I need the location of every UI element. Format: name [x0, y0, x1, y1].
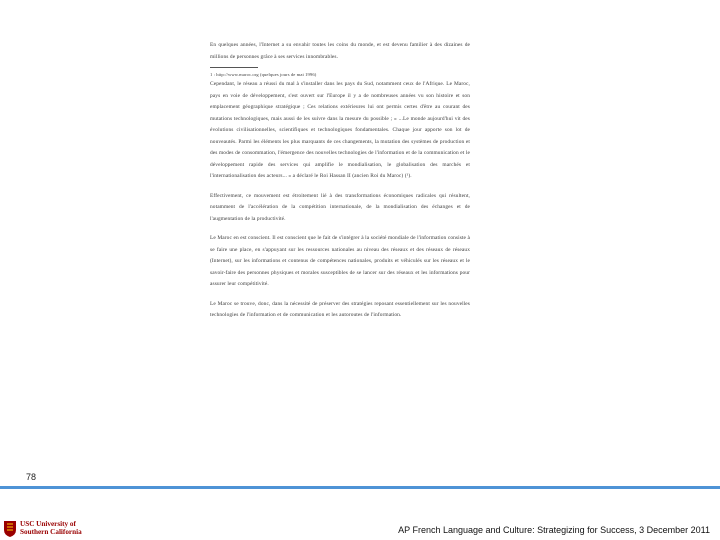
doc-paragraph-3: Effectivement, ce mouvement est étroitement lié à des transformations économiques radicales qui résultent, notamment de l'accélération de la compétition internationale, de la mondialisation des échanges et de l'augmentation de la productivité. [210, 192, 470, 222]
doc-paragraph-1: En quelques années, l'Internet a su envahir toutes les coins du monde, et est devenu familier à des dizaines de millions de personnes grâce à ses services innombrables. [210, 42, 470, 60]
doc-paragraph-2: Cependant, le réseau a réussi du mal à s'installer dans les pays du Sud, notamment ceux de l'Afrique. Le Maroc, pays en voie de développement, s'est ouvert sur l'Europe il y a de nombreuses années vu son histoire et son emplacement géographique stratégique ; Ces relations extérieures lui ont permis certes d'être au courant des mutations technologiques, mais aussi de les suivre dans la mesure du possible ; « ...Le monde aujourd'hui vit des évolutions civilisationnelles, scientifiques et technologiques fondamentales. Chaque jour apporte son lot de nouveautés. Parmi les éléments les plus marquants de ces changements, la mutation des systèmes de production et des modes de consommation, l'émergence des nouvelles technologies de l'information et de la communication et le développement rapide des services qui amplifie le mondialisation, le globalisation des marchés et l'internationalisation des acteurs... » a déclaré le Roi Hassan II (ancien Roi du Maroc) (¹). [210, 81, 470, 179]
page-number: 78 [26, 472, 37, 482]
usc-seal-icon [3, 520, 17, 538]
footer-caption: AP French Language and Culture: Strategizing for Success, 3 December 2011 [398, 525, 710, 535]
doc-paragraph-5: Le Maroc se trouve, donc, dans la nécessité de préserver des stratégies reposant essentiellement sur les nouvelles technologies de l'information et de communication et les autoroutes de l'information. [210, 300, 470, 318]
logo-line-2: Southern California [20, 528, 82, 536]
footnote-rule [210, 67, 258, 68]
footer-divider [0, 486, 720, 489]
doc-paragraph-4: Le Maroc en est conscient. Il est conscient que le fait de s'intégrer à la société mondiale de l'information consiste à se faire une place, en s'appuyant sur les ressources nationales au niveau des réseaux et des réseaux de réseaux (Internet), sur les informations et contenus de compétences nationales, produits et véhiculés sur les réseaux et le savoir-faire des personnes physiques et morales susceptibles de se lancer sur des réseaux et les informations pour assurer leur compétitivité. [210, 235, 470, 287]
usc-logo [0, 518, 88, 540]
scanned-document-page [210, 40, 470, 430]
doc-footnote: 1 : http://www.maroc.org (quelques jours de mai 1996) [210, 72, 317, 77]
logo-line-1: USC University of [20, 520, 76, 529]
